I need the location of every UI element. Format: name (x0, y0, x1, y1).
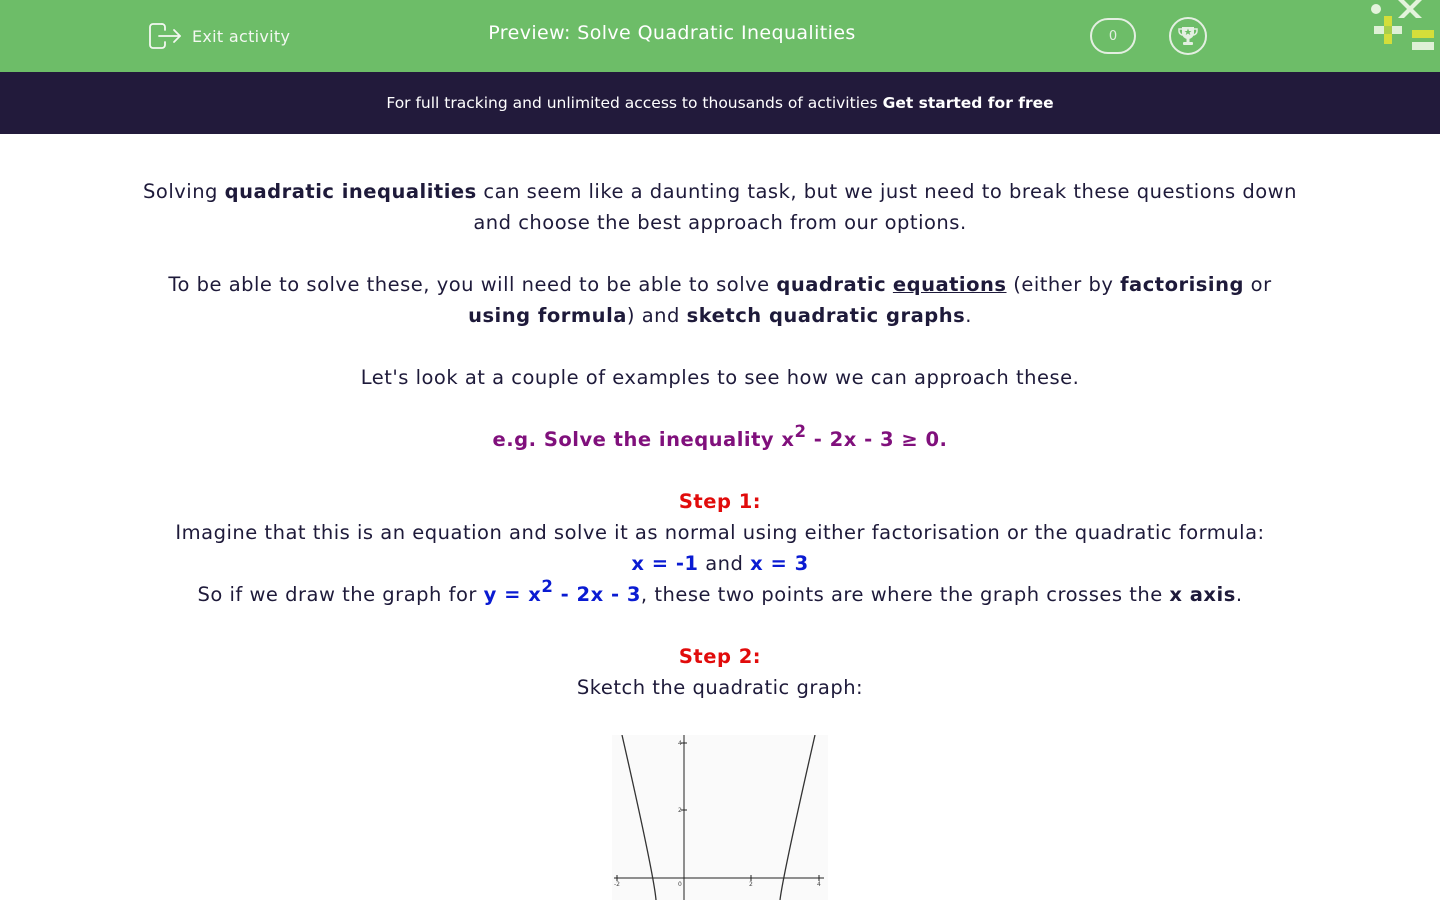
exit-label: Exit activity (192, 26, 291, 46)
step1-solutions: x = -1 and x = 3 (631, 552, 809, 575)
svg-text:0: 0 (678, 881, 682, 888)
step1-explanation: So if we draw the graph for $y = x^2 - 2x - 3$, these two points are where the graph crosses the x axis. (197, 576, 1243, 606)
brand-logo (1366, 0, 1440, 56)
svg-text:2: 2 (749, 881, 753, 888)
step1-text: Imagine that this is an equation and solve it as normal using either factorisation or the quadratic formula: (175, 521, 1265, 544)
svg-text:4: 4 (678, 740, 682, 747)
examples-intro: Let's look at a couple of examples to see how we can approach these. (360, 366, 1080, 389)
step2-heading: Step 2: (678, 645, 762, 668)
parabola-chart (612, 735, 828, 900)
svg-text:2: 2 (678, 807, 682, 814)
trophy-icon (1177, 25, 1199, 47)
top-bar (0, 0, 1440, 72)
intro-paragraph: Solving quadratic inequalities can seem like a daunting task, but we just need to break these questions down and choose the best approach from our options. (143, 180, 1297, 234)
page-title: Preview: Solve Quadratic Inequalities (488, 22, 856, 44)
svg-text:-2: -2 (614, 881, 620, 888)
prerequisites-paragraph: To be able to solve these, you will need to be able to solve quadratic equations (either by factorising or using formula) and sketch quadratic graphs. (168, 273, 1272, 327)
signup-banner (0, 72, 1440, 134)
svg-text:4: 4 (817, 881, 821, 888)
equations-link[interactable]: equations (892, 273, 1007, 296)
score-badge: 0 (1090, 18, 1136, 54)
quadratic-graph (612, 735, 828, 900)
step1-heading: Step 1: (678, 490, 762, 513)
lesson-content (140, 176, 1300, 703)
step2-text: Sketch the quadratic graph: (576, 676, 864, 699)
example-heading: e.g. Solve the inequality $x^2 - 2x - 3 \ge 0$. (492, 421, 948, 451)
get-started-link[interactable]: Get started for free (882, 94, 1054, 112)
trophy-button[interactable] (1169, 17, 1207, 55)
banner-text: For full tracking and unlimited access to thousands of activities (386, 94, 878, 112)
